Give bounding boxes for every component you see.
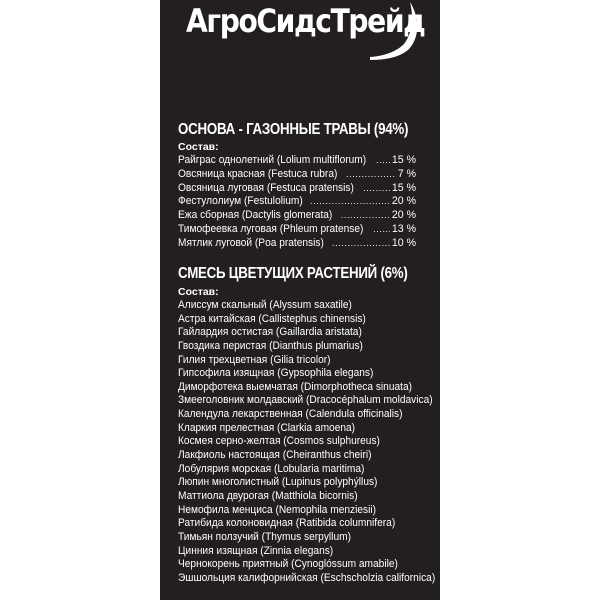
list-item	[178, 381, 434, 395]
flower-name: Маттиола двурогая (Matthiola bicornis)	[178, 489, 358, 502]
flower-name: Чернокорень приятный (Cynoglóssum amabile)	[178, 558, 398, 571]
grass-percent: 15 %	[391, 181, 416, 194]
list-item	[178, 299, 434, 313]
list-item	[178, 354, 434, 368]
grass-percent: 7 %	[397, 167, 416, 180]
list-item	[178, 435, 434, 449]
list-item	[178, 340, 434, 354]
flower-name: Ратибида колоновидная (Ratibida columnifera)	[178, 517, 396, 530]
flower-name: Немофила менциса (Nemophila menziesii)	[178, 503, 377, 516]
flower-name: Астра китайская (Callistephus chinensis)	[178, 312, 366, 325]
flower-name: Лакфиоль настоящая (Cheiranthus cheiri)	[178, 449, 372, 462]
list-item	[178, 313, 434, 327]
grass-percent: 15 %	[391, 154, 416, 166]
flower-name: Гайлардия остистая (Gaillardia aristata)	[178, 326, 362, 339]
list-item	[178, 408, 434, 422]
list-item	[178, 367, 434, 381]
grass-percent: 20 %	[391, 195, 416, 208]
leader-dots	[376, 154, 390, 168]
base-section-title: ОСНОВА - ГАЗОННЫЕ ТРАВЫ (94%)	[178, 121, 409, 138]
brand-logo	[174, 0, 426, 62]
leader-dots	[332, 237, 390, 251]
list-item	[178, 517, 434, 531]
list-item	[178, 572, 434, 586]
grass-list	[178, 154, 416, 251]
list-item	[178, 154, 416, 168]
list-item	[178, 545, 434, 559]
flower-name: Алиссум скальный (Alyssum saxatile)	[178, 299, 352, 311]
flower-composition-label: Состав:	[178, 286, 219, 298]
list-item	[178, 326, 434, 340]
flower-name: Лобулярия морская (Lobularia maritima)	[178, 462, 365, 475]
flower-name: Люпин многолистный (Lupinus polyphýllus)	[178, 476, 378, 489]
list-item	[178, 463, 434, 477]
logo-text: АгроСидсТрейд	[186, 2, 425, 40]
flower-name: Календула лекарственная (Calendula officinalis)	[178, 408, 403, 421]
flower-list	[178, 299, 434, 585]
flower-name: Змееголовник молдавский (Dracocéphalum moldavica)	[178, 394, 433, 407]
leader-dots	[363, 182, 390, 196]
grass-percent: 13 %	[391, 222, 416, 235]
flower-name: Цинния изящная (Zinnia elegans)	[178, 544, 334, 557]
leader-dots	[373, 223, 390, 237]
base-composition-label: Состав:	[178, 141, 219, 153]
grass-name: Ежа сборная (Dactylis glomerata)	[178, 209, 333, 222]
flower-name: Эшшольция калифорнийская (Eschscholzia californica)	[178, 571, 436, 584]
list-item	[178, 449, 434, 463]
flower-name: Гилия трехцветная (Gilia tricolor)	[178, 353, 331, 366]
grass-percent: 10 %	[391, 236, 416, 249]
leader-dots	[346, 168, 396, 182]
list-item	[178, 490, 434, 504]
product-label-panel	[160, 0, 440, 600]
list-item	[178, 223, 416, 237]
leader-dots	[341, 209, 390, 223]
flower-name: Кларкия прелестная (Clarkia amoena)	[178, 421, 356, 434]
grass-name: Овсяница красная (Festuca rubra)	[178, 167, 338, 180]
flower-name: Космея серно-желтая (Cosmos sulphureus)	[178, 435, 380, 448]
list-item	[178, 504, 434, 518]
list-item	[178, 422, 434, 436]
grass-name: Тимофеевка луговая (Phleum pratense)	[178, 222, 364, 235]
grass-name: Фестулолиум (Festulolium)	[178, 195, 303, 208]
grass-name: Мятлик луговой (Poa pratensis)	[178, 236, 324, 249]
grass-percent: 20 %	[391, 209, 416, 222]
list-item	[178, 476, 434, 490]
list-item	[178, 558, 434, 572]
flower-name: Тимьян ползучий (Thymus serpyllum)	[178, 530, 351, 543]
list-item	[178, 209, 416, 223]
list-item	[178, 394, 434, 408]
leader-dots	[310, 195, 390, 209]
flower-name: Гипсофила изящная (Gypsophila elegans)	[178, 367, 374, 380]
list-item	[178, 237, 416, 251]
list-item	[178, 195, 416, 209]
list-item	[178, 168, 416, 182]
grass-name: Овсяница луговая (Festuca pratensis)	[178, 181, 354, 194]
flower-section-title: СМЕСЬ ЦВЕТУЩИХ РАСТЕНИЙ (6%)	[178, 265, 408, 282]
grass-name: Райграс однолетний (Lolium multiflorum)	[178, 154, 367, 166]
list-item	[178, 182, 416, 196]
list-item	[178, 531, 434, 545]
flower-name: Гвоздика перистая (Dianthus plumarius)	[178, 339, 363, 352]
flower-name: Диморфотека выемчатая (Dimorphotheca sinuata)	[178, 380, 413, 393]
